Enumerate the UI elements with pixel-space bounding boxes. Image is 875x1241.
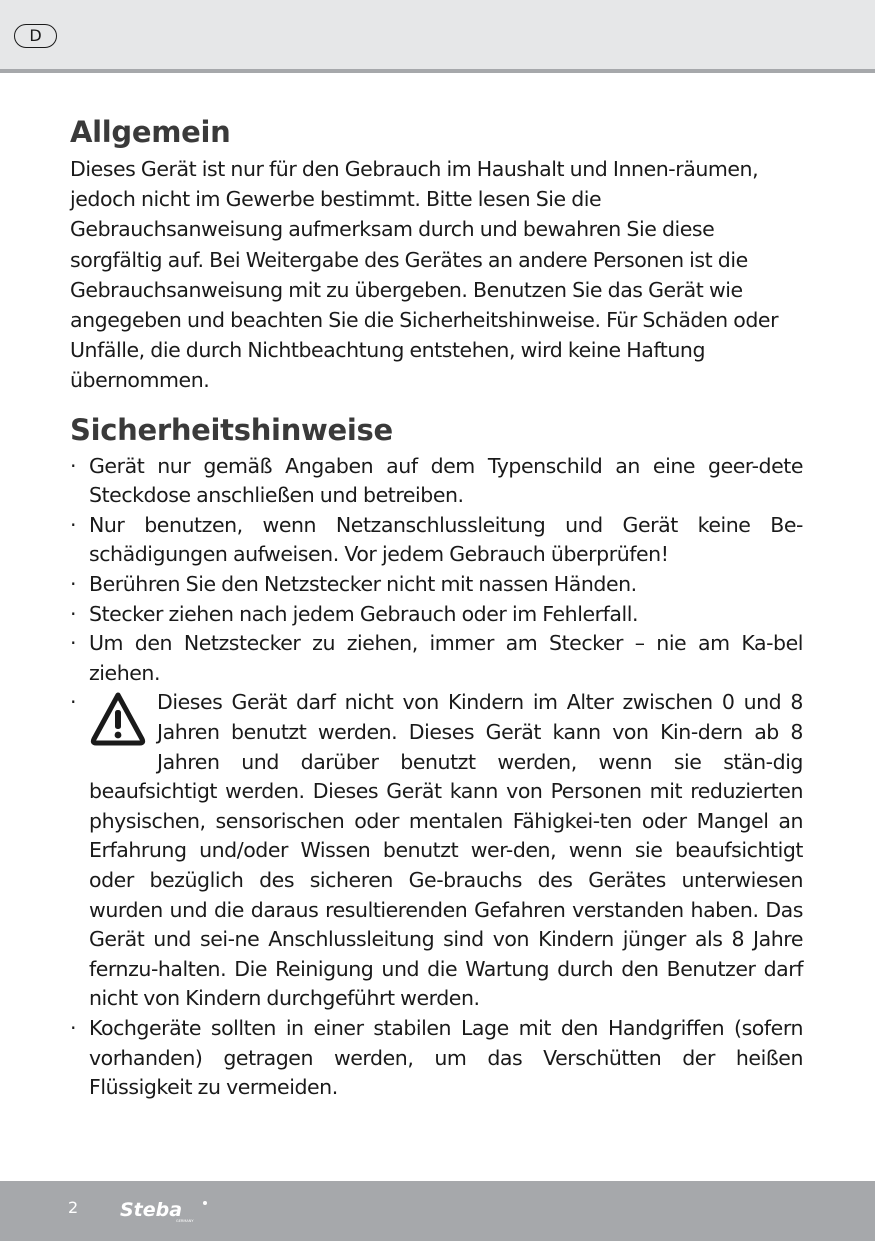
list-item-text: Berühren Sie den Netzstecker nicht mit nassen Händen.: [89, 572, 637, 596]
bullet-dot: ·: [70, 1015, 77, 1040]
general-text: Dieses Gerät ist nur für den Gebrauch im Haushalt und Innen-räumen, jedoch nicht im Gewerbe bestimmt. Bitte lesen Sie die Gebrauchsanweisung aufmerksam durch und bewahren Sie diese sorgfältig auf. Bei Weitergabe des Gerätes an andere Personen ist die Gebrauchsanweisung mit zu übergeben. Benutzen Sie das Gerät wie angegeben und beachten Sie die Sicherheitshinweise. Für Schäden oder Unfälle, die durch Nichtbeachtung entstehen, wird keine Haftung übernommen.: [70, 157, 779, 393]
bullet-dot: ·: [70, 690, 77, 715]
bullet-dot: ·: [70, 601, 77, 626]
logo-subtext: GERMANY: [176, 1219, 194, 1223]
list-item: [70, 452, 803, 511]
list-item-text: Gerät nur gemäß Angaben auf dem Typenschild an eine geer-dete Steckdose anschließen und betreiben.: [89, 453, 803, 508]
page-number: 2: [68, 1198, 79, 1217]
list-item: [70, 600, 803, 630]
list-item: [70, 570, 803, 600]
page-content: [70, 110, 803, 1103]
bullet-dot: ·: [70, 512, 77, 537]
warning-triangle-icon: [89, 690, 147, 748]
section-title-general: Allgemein: [70, 115, 231, 149]
list-item-text: Um den Netzstecker zu ziehen, immer am Stecker – nie am Ka-bel ziehen.: [89, 631, 803, 685]
list-item-text: Kochgeräte sollten in einer stabilen Lage mit den Handgriffen (sofern vorhanden) getragen werden, um das Verschütten der heißen Flüssigkeit zu vermeiden.: [89, 1015, 803, 1100]
footer-band: [0, 1181, 875, 1241]
bullet-dot: ·: [70, 631, 77, 656]
list-item-text: Stecker ziehen nach jedem Gebrauch oder im Fehlerfall.: [89, 601, 639, 626]
language-badge: D: [14, 24, 57, 48]
list-item-text: Dieses Gerät darf nicht von Kindern im Alter zwischen 0 und 8 Jahren benutzt werden. Dieses Gerät kann von Kin-dern ab 8 Jahren und darüber benutzt werden, wenn sie stän-dig beaufsichtigt werden. Dieses Gerät kann von Personen mit reduzierten physischen, sensorischen oder mentalen Fähigkei-ten oder Mangel an Erfahrung und/oder Wissen benutzt wer-den, wenn sie beaufsichtigt oder bezüglich des sicheren Ge-brauchs des Gerätes unterwiesen wurden und die daraus resultierenden Gefahren verstanden haben. Das Gerät und sei-ne Anschlussleitung sind von Kindern jünger als 8 Jahre fernzu-halten. Die Reinigung und die Wartung durch den Benutzer darf nicht von Kindern durchgeführt werden.: [89, 690, 803, 1011]
list-item-text: Nur benutzen, wenn Netzanschlussleitung und Gerät keine Be-schädigungen aufweisen. Vor jedem Gebrauch überprüfen!: [89, 512, 803, 567]
bullet-dot: ·: [70, 453, 77, 478]
list-item: [70, 629, 803, 688]
bullet-dot: ·: [70, 572, 77, 596]
logo-registered-mark: [203, 1201, 207, 1205]
safety-list: [70, 452, 803, 1103]
steba-logo: [118, 1197, 210, 1223]
list-item: [70, 511, 803, 570]
header-band: [0, 0, 875, 70]
list-item: [70, 1014, 803, 1103]
logo-text: Steba: [120, 1199, 183, 1221]
section-title-safety: Sicherheitshinweise: [70, 412, 393, 447]
list-item-warning: [70, 688, 803, 1014]
header-rule: [0, 69, 875, 73]
